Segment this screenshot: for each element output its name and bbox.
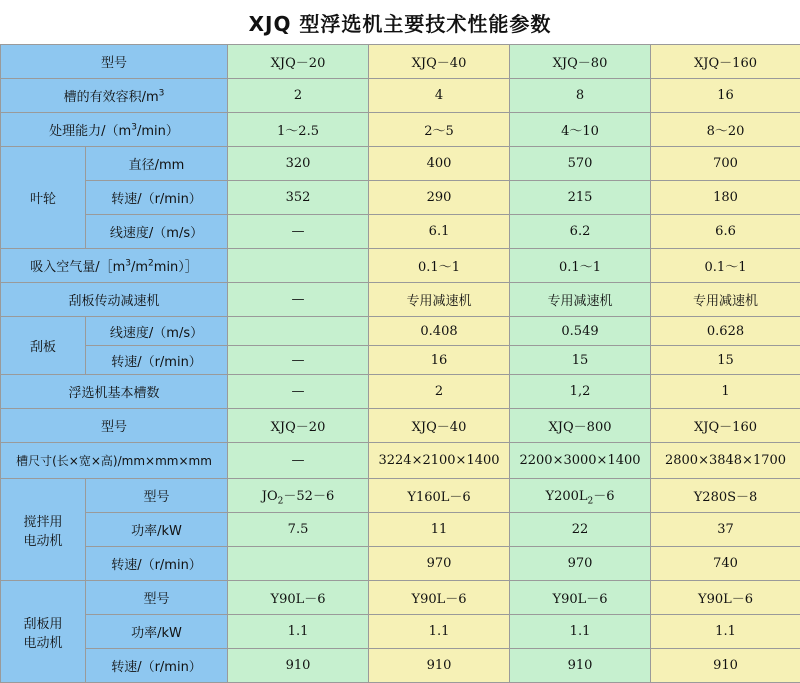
cell: 910 xyxy=(651,649,800,683)
cell: XJQ－20 xyxy=(228,45,369,79)
cell: 专用减速机 xyxy=(510,283,651,317)
cell: XJQ－40 xyxy=(369,45,510,79)
cell: 22 xyxy=(510,513,651,547)
cell: 1.1 xyxy=(651,615,800,649)
cell: — xyxy=(228,346,369,375)
row-label: 型号 xyxy=(1,409,228,443)
table-row xyxy=(1,375,800,409)
cell xyxy=(228,317,369,346)
row-label: 处理能力$/(m^3/\min)$ xyxy=(1,113,228,147)
row-label: 吸入空气量$/[m^3/m^2\min)]$ xyxy=(1,249,228,283)
cell: 740 xyxy=(651,547,800,581)
cell: 910 xyxy=(510,649,651,683)
cell: 2 xyxy=(369,375,510,409)
row-label: 浮选机基本槽数 xyxy=(1,375,228,409)
cell: 6.2 xyxy=(510,215,651,249)
cell: — xyxy=(228,215,369,249)
cell: 0.628 xyxy=(651,317,800,346)
spec-table xyxy=(0,44,800,683)
table-row xyxy=(1,649,800,683)
cell: XJQ－800 xyxy=(510,409,651,443)
table-row xyxy=(1,513,800,547)
cell: 15 xyxy=(651,346,800,375)
cell: 1.1 xyxy=(228,615,369,649)
cell: 7.5 xyxy=(228,513,369,547)
cell: 970 xyxy=(510,547,651,581)
cell: 8～20 xyxy=(651,113,800,147)
table-row xyxy=(1,283,800,317)
row-label: 转速/（r/min） xyxy=(86,346,228,375)
table-row xyxy=(1,45,800,79)
cell: 700 xyxy=(651,147,800,181)
row-label: 功率/kW xyxy=(86,615,228,649)
cell xyxy=(228,547,369,581)
cell: 4～10 xyxy=(510,113,651,147)
cell: 0.549 xyxy=(510,317,651,346)
table-row xyxy=(1,443,800,479)
cell: Y90L－6 xyxy=(510,581,651,615)
page-title: XJQ 型浮选机主要技术性能参数 xyxy=(0,0,800,44)
cell: 3224×2100×1400 xyxy=(369,443,510,479)
cell: 570 xyxy=(510,147,651,181)
cell: 970 xyxy=(369,547,510,581)
cell: Y90L－6 xyxy=(228,581,369,615)
cell: 15 xyxy=(510,346,651,375)
cell: 专用减速机 xyxy=(369,283,510,317)
cell: — xyxy=(228,283,369,317)
group-label: 刮板 xyxy=(1,317,86,375)
cell: 215 xyxy=(510,181,651,215)
cell: 1 xyxy=(651,375,800,409)
cell: Y160L－6 xyxy=(369,479,510,513)
table-row xyxy=(1,547,800,581)
table-row xyxy=(1,249,800,283)
cell: XJQ－20 xyxy=(228,409,369,443)
cell: 0.1～1 xyxy=(369,249,510,283)
row-label: 槽尺寸(长×宽×高)/mm×mm×mm xyxy=(1,443,228,479)
cell: $Y200L_2-6$ xyxy=(510,479,651,513)
cell: 352 xyxy=(228,181,369,215)
cell: 290 xyxy=(369,181,510,215)
cell: 1～2.5 xyxy=(228,113,369,147)
cell: 1.1 xyxy=(369,615,510,649)
table-row xyxy=(1,79,800,113)
cell: 2 xyxy=(228,79,369,113)
cell: 11 xyxy=(369,513,510,547)
cell: 2800×3848×1700 xyxy=(651,443,800,479)
cell: 180 xyxy=(651,181,800,215)
cell xyxy=(228,249,369,283)
cell: XJQ－40 xyxy=(369,409,510,443)
table-row xyxy=(1,317,800,346)
table-row xyxy=(1,113,800,147)
row-label: 转速/（r/min） xyxy=(86,181,228,215)
cell: Y90L－6 xyxy=(369,581,510,615)
table-row xyxy=(1,181,800,215)
group-label: 搅拌用 电动机 xyxy=(1,479,86,581)
row-label: 型号 xyxy=(1,45,228,79)
cell: 910 xyxy=(369,649,510,683)
row-label: 型号 xyxy=(86,581,228,615)
cell: 2200×3000×1400 xyxy=(510,443,651,479)
cell: Y280S－8 xyxy=(651,479,800,513)
cell: XJQ－160 xyxy=(651,45,800,79)
row-label: 转速/（r/min） xyxy=(86,547,228,581)
cell: 16 xyxy=(651,79,800,113)
cell: — xyxy=(228,443,369,479)
table-row xyxy=(1,147,800,181)
cell: Y90L－6 xyxy=(651,581,800,615)
row-label: 线速度/（m/s） xyxy=(86,317,228,346)
row-label: 型号 xyxy=(86,479,228,513)
group-label: 刮板用 电动机 xyxy=(1,581,86,683)
cell: 6.1 xyxy=(369,215,510,249)
row-label: 直径/mm xyxy=(86,147,228,181)
group-label: 叶轮 xyxy=(1,147,86,249)
cell: 37 xyxy=(651,513,800,547)
cell: $JO_2-52-6$ xyxy=(228,479,369,513)
table-row xyxy=(1,479,800,513)
table-row xyxy=(1,346,800,375)
cell: 6.6 xyxy=(651,215,800,249)
cell: 专用减速机 xyxy=(651,283,800,317)
row-label: 刮板传动减速机 xyxy=(1,283,228,317)
cell: 1,2 xyxy=(510,375,651,409)
cell: XJQ－80 xyxy=(510,45,651,79)
cell: 320 xyxy=(228,147,369,181)
cell: XJQ－160 xyxy=(651,409,800,443)
row-label: 转速/（r/min） xyxy=(86,649,228,683)
cell: 4 xyxy=(369,79,510,113)
table-row xyxy=(1,409,800,443)
cell: 1.1 xyxy=(510,615,651,649)
cell: 400 xyxy=(369,147,510,181)
cell: 2～5 xyxy=(369,113,510,147)
cell: 910 xyxy=(228,649,369,683)
row-label: 线速度/（m/s） xyxy=(86,215,228,249)
row-label: 功率/kW xyxy=(86,513,228,547)
cell: 0.408 xyxy=(369,317,510,346)
table-row xyxy=(1,215,800,249)
cell: 0.1～1 xyxy=(651,249,800,283)
table-row xyxy=(1,581,800,615)
cell: 16 xyxy=(369,346,510,375)
table-row xyxy=(1,615,800,649)
cell: 8 xyxy=(510,79,651,113)
cell: — xyxy=(228,375,369,409)
row-label: 槽的有效容积$/m^3$ xyxy=(1,79,228,113)
cell: 0.1～1 xyxy=(510,249,651,283)
